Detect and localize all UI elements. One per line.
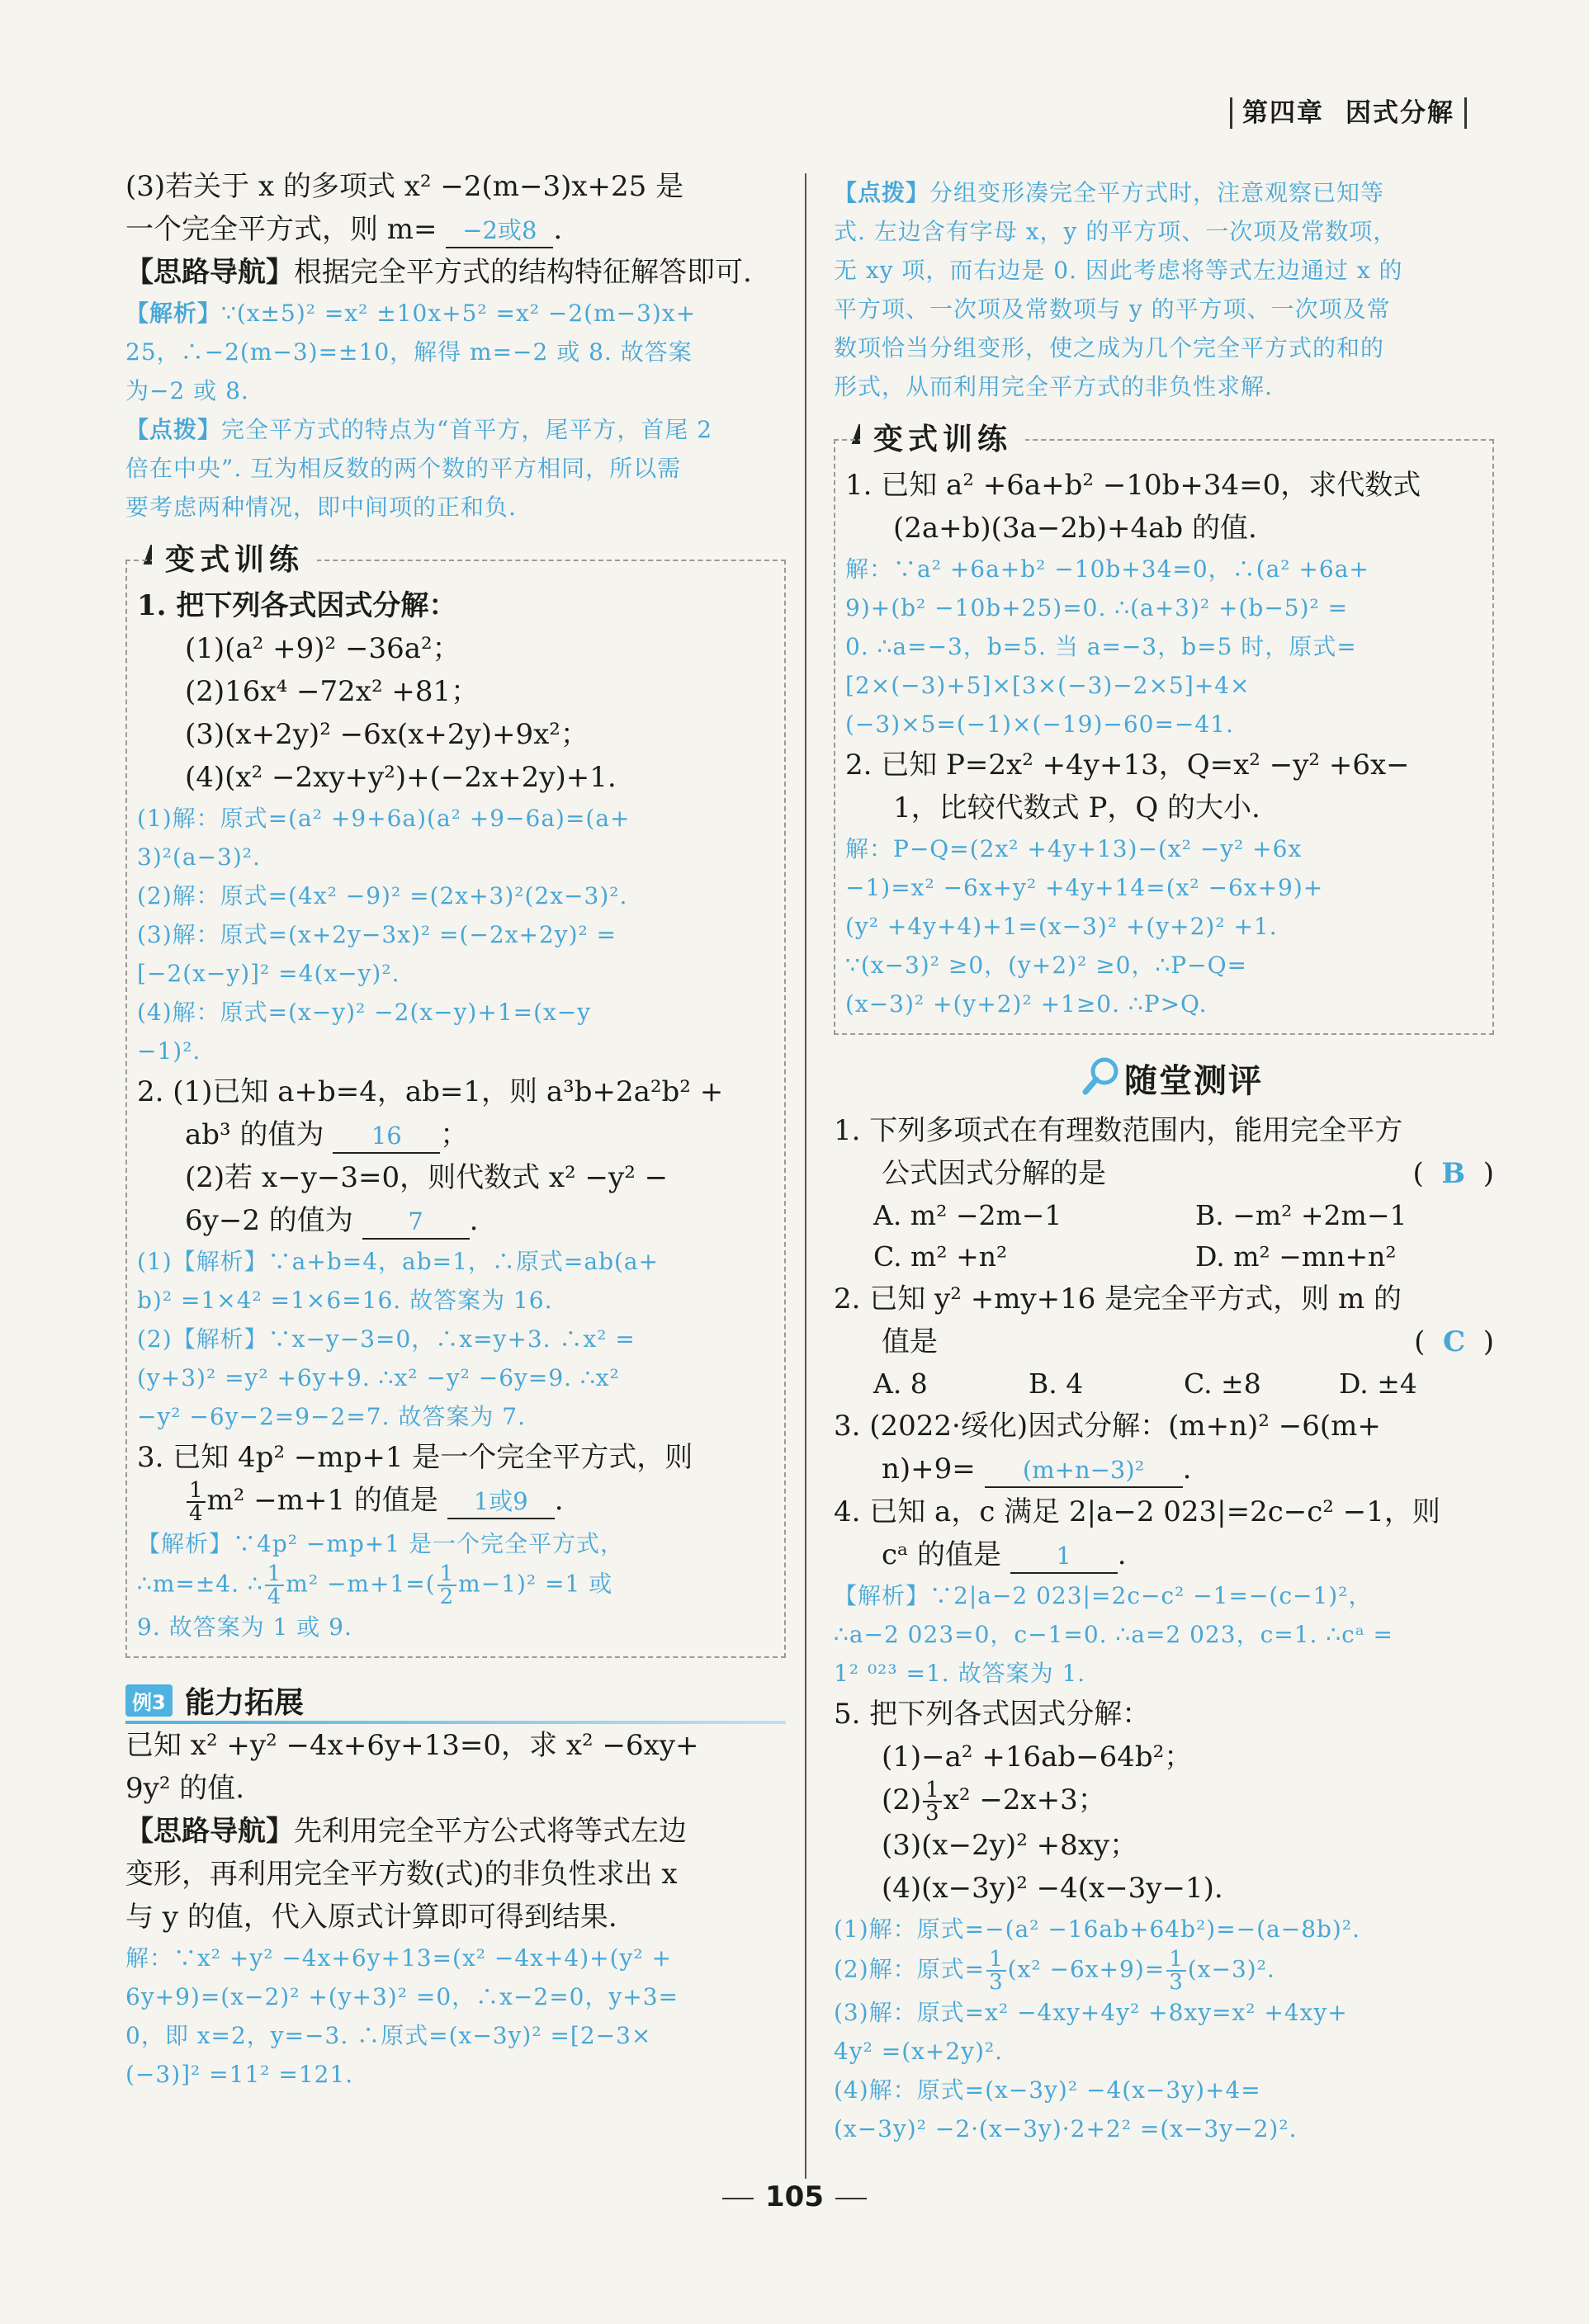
t2-options [834, 1363, 1494, 1405]
column-divider [805, 173, 806, 2179]
t3-line2: n)+9= (m+n−3)² . [834, 1448, 1494, 1490]
q3-analysis: 【解析】∵(x±5)² =x² ±10x+5² =x² −2(m−3)x+ 25，∴−2(m−3)=±10，解得 m=−2 或 8. 故答案 为−2 或 8. [125, 300, 697, 404]
t2-line1: 2. 已知 y² +my+16 是完全平方式，则 m 的 [834, 1282, 1402, 1316]
b1-item: (3)(x+2y)² −6x(x+2y)+9x²； [185, 718, 589, 751]
q3-line1: (3)若关于 x 的多项式 x² −2(m−3)x+25 是 [125, 170, 684, 203]
option: B. 4 [1029, 1367, 1084, 1400]
ex-line1: 已知 x² +y² −4x+6y+13=0，求 x² −6xy+ [125, 1729, 699, 1762]
fraction: $\frac{1}{4}$ [187, 1480, 206, 1524]
box-title-left: 变式训练 [152, 536, 317, 579]
r2-line2: 1，比较代数式 P，Q 的大小. [893, 791, 1260, 824]
t5-title: 5. 把下列各式因式分解： [834, 1698, 1151, 1731]
t5-item: (4)(x−3y)² −4(x−3y−1). [882, 1872, 1223, 1905]
t2-line2: 值是 ( C ) [882, 1325, 1494, 1358]
b3-answer-blank: 1或9 [447, 1485, 555, 1519]
q3-guide: 【思路导航】根据完全平方式的结构特征解答即可. [125, 256, 752, 289]
b2-line1: 2. (1)已知 a+b=4，ab=1，则 a³b+2a²b² + [137, 1075, 724, 1108]
b2-answer-blank-2: 7 [362, 1205, 470, 1240]
t5-solution: (1)解：原式=−(a² −16ab+64b²)=−(a−8b)². (2)解：原式= $\frac{1}{3}$ (x² −6x+9)= $\frac{1}{3}$ (x−3)². (3)解：原式=x² −4xy+4y² +8xy=x² +4xy+ 4y² =(x+2y)². (4)解：原式=(x−3y)² −4(x−3y)+4= (x−3y)² −2·(x−3y)·2+2² =(x−3y−2)². [834, 1915, 1360, 2142]
ex-guide: 【思路导航】先利用完全平方公式将等式左边 变形，再利用完全平方数(式)的非负性求出 x 与 y 的值，代入原式计算即可得到结果. [125, 1815, 687, 1934]
variant-training-box-left [125, 543, 786, 1658]
t5-item: (3)(x−2y)² +8xy； [882, 1829, 1138, 1862]
t4-answer-blank: 1 [1010, 1539, 1118, 1574]
heading-underline [125, 1721, 786, 1724]
class-test-title: 随堂测评 [1124, 1062, 1263, 1100]
tip-block: 【点拨】分组变形凑完全平方式时，注意观察已知等 式. 左边含有字母 x，y 的平方项、一次项及常数项， 无 xy 项，而右边是 0. 因此考虑将等式左边通过 x 的 平方项、一次项及常数项与 y 的平方项、一次项及常 数项恰当分组变形，使之成为几个完全平方式的和的 形式，从而利用完全平方式的非负性求解. [834, 179, 1403, 400]
b2-line2: ab³ 的值为 16 ； [137, 1113, 776, 1156]
b1-item: (4)(x² −2xy+y²)+(−2x+2y)+1. [185, 761, 617, 794]
option: C. m² +n² [873, 1240, 1008, 1273]
option: D. m² −mn+n² [1195, 1240, 1397, 1273]
t4-line1: 4. 已知 a，c 满足 2|a−2 023|=2c−c² −1，则 [834, 1495, 1440, 1528]
chapter-label: 第四章 [1242, 98, 1324, 128]
r1-line1: 1. 已知 a² +6a+b² −10b+34=0，求代数式 [845, 469, 1421, 502]
t1-options [834, 1195, 1494, 1236]
b3-line2: $\frac{1}{4}$ m² −m+1 的值是 1或9 . [137, 1479, 776, 1524]
example-title: 能力拓展 [185, 1686, 305, 1720]
chapter-header [1230, 97, 1467, 129]
b2-answer-blank-1: 16 [333, 1119, 440, 1154]
t3-answer-blank: (m+n−3)² [985, 1453, 1183, 1488]
option: C. ±8 [1184, 1367, 1261, 1400]
b2-line3: (2)若 x−y−3=0，则代数式 x² −y² − [185, 1161, 669, 1194]
option: B. −m² +2m−1 [1195, 1199, 1407, 1231]
option: A. 8 [873, 1367, 928, 1400]
option: D. ±4 [1339, 1367, 1417, 1400]
left-column [125, 165, 786, 2094]
box-title-right: 变式训练 [860, 416, 1025, 458]
t1-line1: 1. 下列多项式在有理数范围内，能用完全平方 [834, 1114, 1403, 1147]
fraction: $\frac{1}{3}$ [923, 1779, 942, 1824]
r1-line2: (2a+b)(3a−2b)+4ab 的值. [893, 512, 1257, 545]
q3-tip: 【点拨】完全平方式的特点为“首平方，尾平方，首尾 2 倍在中央”. 互为相反数的两个数的平方相同，所以需 要考虑两种情况，即中间项的正和负. [125, 416, 713, 521]
option: A. m² −2m−1 [873, 1199, 1062, 1231]
t1-line2: 公式因式分解的是 ( B ) [882, 1157, 1494, 1190]
magnifier-icon [1081, 1055, 1123, 1096]
b2-solution: (1)【解析】∵a+b=4，ab=1，∴原式=ab(a+ b)² =1×4² =1×6=16. 故答案为 16. (2)【解析】∵x−y−3=0，∴x=y+3. ∴x² = (y+3)² =y² +6y+9. ∴x² −y² −6y=9. ∴x² −y² −6y−2=9−2=7. 故答案为 7. [137, 1248, 660, 1430]
example-label: 例3 [125, 1684, 173, 1717]
ex-solution: 解：∵x² +y² −4x+6y+13=(x² −4x+4)+(y² + 6y+9)=(x−2)² +(y+3)² =0，∴x−2=0，y+3= 0，即 x=2，y=−3. ∴原式=(x−3y)² =[2−3× (−3)]² =11² =121. [125, 1944, 679, 2088]
r1-solution: 解：∵a² +6a+b² −10b+34=0，∴(a² +6a+ 9)+(b² −10b+25)=0. ∴(a+3)² +(b−5)² = 0. ∴a=−3，b=5. 当 a=−3，b=5 时，原式= [2×(−3)+5]×[3×(−3)−2×5]+4× (−3)×5=(−1)×(−19)−60=−41. [845, 555, 1369, 738]
right-column [834, 173, 1494, 2148]
class-test-heading [834, 1050, 1494, 1104]
b3-line1: 3. 已知 4p² −mp+1 是一个完全平方式，则 [137, 1441, 693, 1474]
t4-line2: cᵃ 的值是 1 . [834, 1533, 1494, 1576]
q3-answer-blank: −2或8 [446, 214, 553, 248]
b2-line4: 6y−2 的值为 7 . [137, 1199, 776, 1242]
t2-answer: C [1443, 1325, 1466, 1358]
r2-line1: 2. 已知 P=2x² +4y+13，Q=x² −y² +6x− [845, 749, 1410, 782]
t1-options [834, 1236, 1494, 1278]
t5-item: (1)−a² +16ab−64b²； [882, 1741, 1193, 1774]
q3-line2: 一个完全平方式，则 m= −2或8 . [125, 208, 786, 251]
page-number: 105 [0, 2180, 1589, 2213]
t1-answer: B [1441, 1157, 1466, 1190]
variant-training-box-right [834, 423, 1494, 1035]
b1-solution: (1)解：原式=(a² +9+6a)(a² +9−6a)=(a+ 3)²(a−3)². (2)解：原式=(4x² −9)² =(2x+3)²(2x−3)². (3)解：原式=(x+2y−3x)² =(−2x+2y)² = [−2(x−y)]² =4(x−y)². (4)解：原式=(x−y)² −2(x−y)+1=(x−y −1)². [137, 805, 631, 1065]
b1-title: 1. 把下列各式因式分解： [137, 589, 457, 622]
t3-line1: 3. (2022·绥化)因式分解：(m+n)² −6(m+ [834, 1410, 1381, 1443]
ex-line2: 9y² 的值. [125, 1772, 245, 1805]
ability-extension-heading [125, 1679, 786, 1724]
t4-solution: 【解析】∵2|a−2 023|=2c−c² −1=−(c−1)²， ∴a−2 023=0，c−1=0. ∴a=2 023，c=1. ∴cᵃ = 1² ⁰²³ =1. 故答案为 1. [834, 1582, 1393, 1687]
b1-item: (2)16x⁴ −72x² +81； [185, 675, 480, 708]
t5-item: (2) $\frac{1}{3}$ x² −2x+3； [882, 1778, 1106, 1826]
b3-solution: 【解析】∵4p² −mp+1 是一个完全平方式， ∴m=±4. ∴ $\frac{1}{4}$ m² −m+1=( $\frac{1}{2}$ m−1)² =1 或 9. 故答案为 1 或 9. [137, 1530, 624, 1641]
r2-solution: 解：P−Q=(2x² +4y+13)−(x² −y² +6x −1)=x² −6x+y² +4y+14=(x² −6x+9)+ (y² +4y+4)+1=(x−3)² +(y+2)² +1. ∵(x−3)² ≥0，(y+2)² ≥0，∴P−Q= (x−3)² +(y+2)² +1≥0. ∴P>Q. [845, 835, 1324, 1018]
b1-item: (1)(a² +9)² −36a²； [185, 632, 461, 665]
chapter-topic: 因式分解 [1345, 98, 1454, 128]
